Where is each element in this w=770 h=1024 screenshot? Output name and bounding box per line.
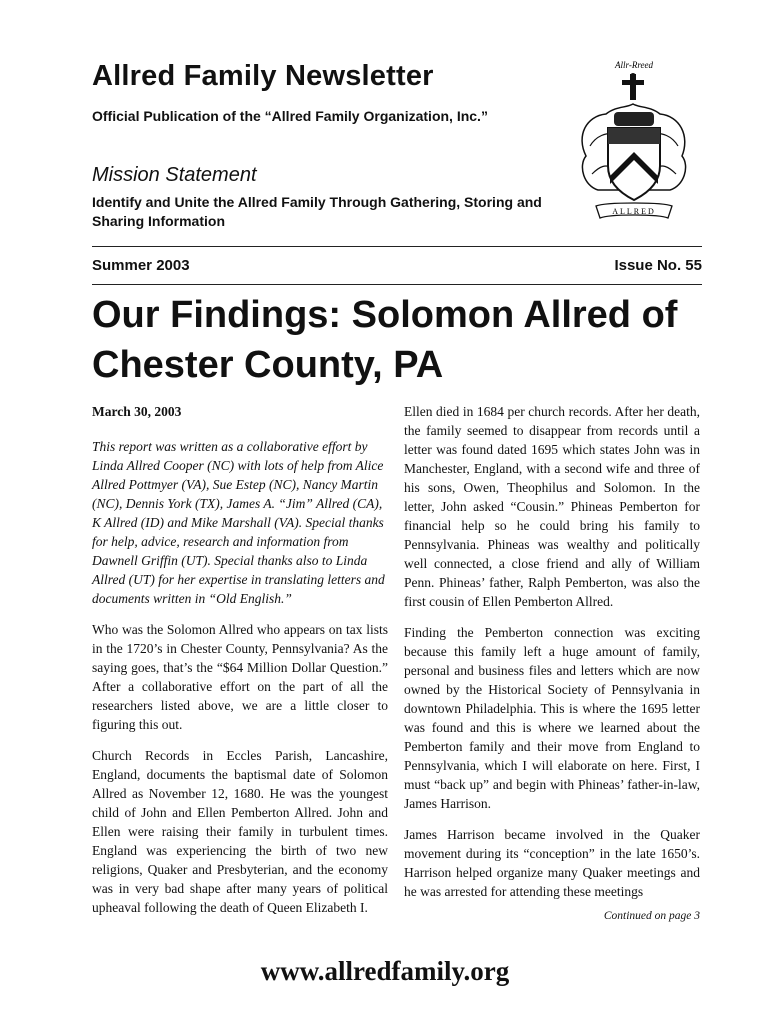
header-rule-bottom (92, 284, 702, 285)
article-paragraph: Ellen died in 1684 per church records. After her death, the family seemed to disappear from records until a letter was found dated 1695 which states John was in Manchester, England, with a second wife and three of his sons, Owen, Theophilus and Solomon. In the letter, John asked “Cousin.” Phineas Pemberton for financial help so he could bring his family to Pennsylvania. Phineas was wealthy and politically well connected, a close friend and ally of William Penn. Phineas’ father, Ralph Pemberton, was also the first cousin of Ellen Pemberton Allred. (404, 404, 700, 609)
article-paragraph: Finding the Pemberton connection was exciting because this family left a huge amount of family, personal and business files and letters which are now owned by the Historical Society of Pennsylvania in downtown Philadelphia. This is where the 1695 letter was found and this is where we learned about the Pemberton family and their move from England to Pennsylvania, which I will elaborate on here. First, I must “back up” and begin with Phineas’ father-in-law, James Harrison. (404, 625, 700, 811)
newsletter-title: Allred Family Newsletter (92, 60, 434, 92)
issue-season: Summer 2003 (92, 257, 190, 274)
article-column-right (404, 402, 700, 938)
article-date: March 30, 2003 (92, 404, 182, 419)
mission-text: Identify and Unite the Allred Family Through Gathering, Storing and Sharing Information (92, 194, 542, 229)
article-paragraph: Church Records in Eccles Parish, Lancashire, England, documents the baptismal date of Solomon Allred as November 12, 1680. He was the youngest child of John and Ellen Pemberton Allred. John and Ellen were raising their family in turbulent times. England was experiencing the birth of two new religions, Quaker and Presbyterian, and the economy was in very bad shape after many years of political upheaval following the death of Queen Elizabeth I. (92, 748, 388, 915)
issue-number: Issue No. 55 (614, 257, 702, 274)
article-paragraph: Who was the Solomon Allred who appears on tax lists in the 1720’s in Chester County, Pennsylvania? As the saying goes, that’s the “$64 Million Dollar Question.” After a collaborative effort on the part of all the researchers listed above, we are a little closer to figuring this out. (92, 622, 388, 732)
crest-top-label: Allr-Rreed (615, 60, 653, 70)
article-column-left (92, 402, 388, 929)
newsletter-subtitle: Official Publication of the “Allred Family Organization, Inc.” (92, 108, 488, 124)
website-url[interactable]: www.allredfamily.org (260, 956, 510, 986)
article-credits: This report was written as a collaborative effort by Linda Allred Cooper (NC) with lots of help from Alice Allred Pottmyer (VA), Sue Estep (NC), Nancy Martin (NC), Dennis York (TX), James A. “Jim” Allred (CA), K Allred (ID) and Mike Marshall (VA). Special thanks for help, advice, research and information from Dawnell Griffin (UT). Special thanks also to Linda Allred (UT) for her expertise in translating letters and documents written in “Old English.” (92, 439, 385, 606)
crest-motto: ALLRED (612, 207, 656, 216)
article-headline: Our Findings: Solomon Allred of Chester County, PA (92, 294, 678, 386)
family-crest-logo (566, 56, 702, 240)
article-paragraph: James Harrison became involved in the Quaker movement during its “conception” in the late 1650’s. Harrison helped organize many Quaker meetings and he was arrested for attending these meetings (404, 827, 700, 899)
mission-heading: Mission Statement (92, 164, 257, 186)
continued-note: Continued on page 3 (603, 910, 700, 922)
header-rule-top (92, 246, 702, 247)
